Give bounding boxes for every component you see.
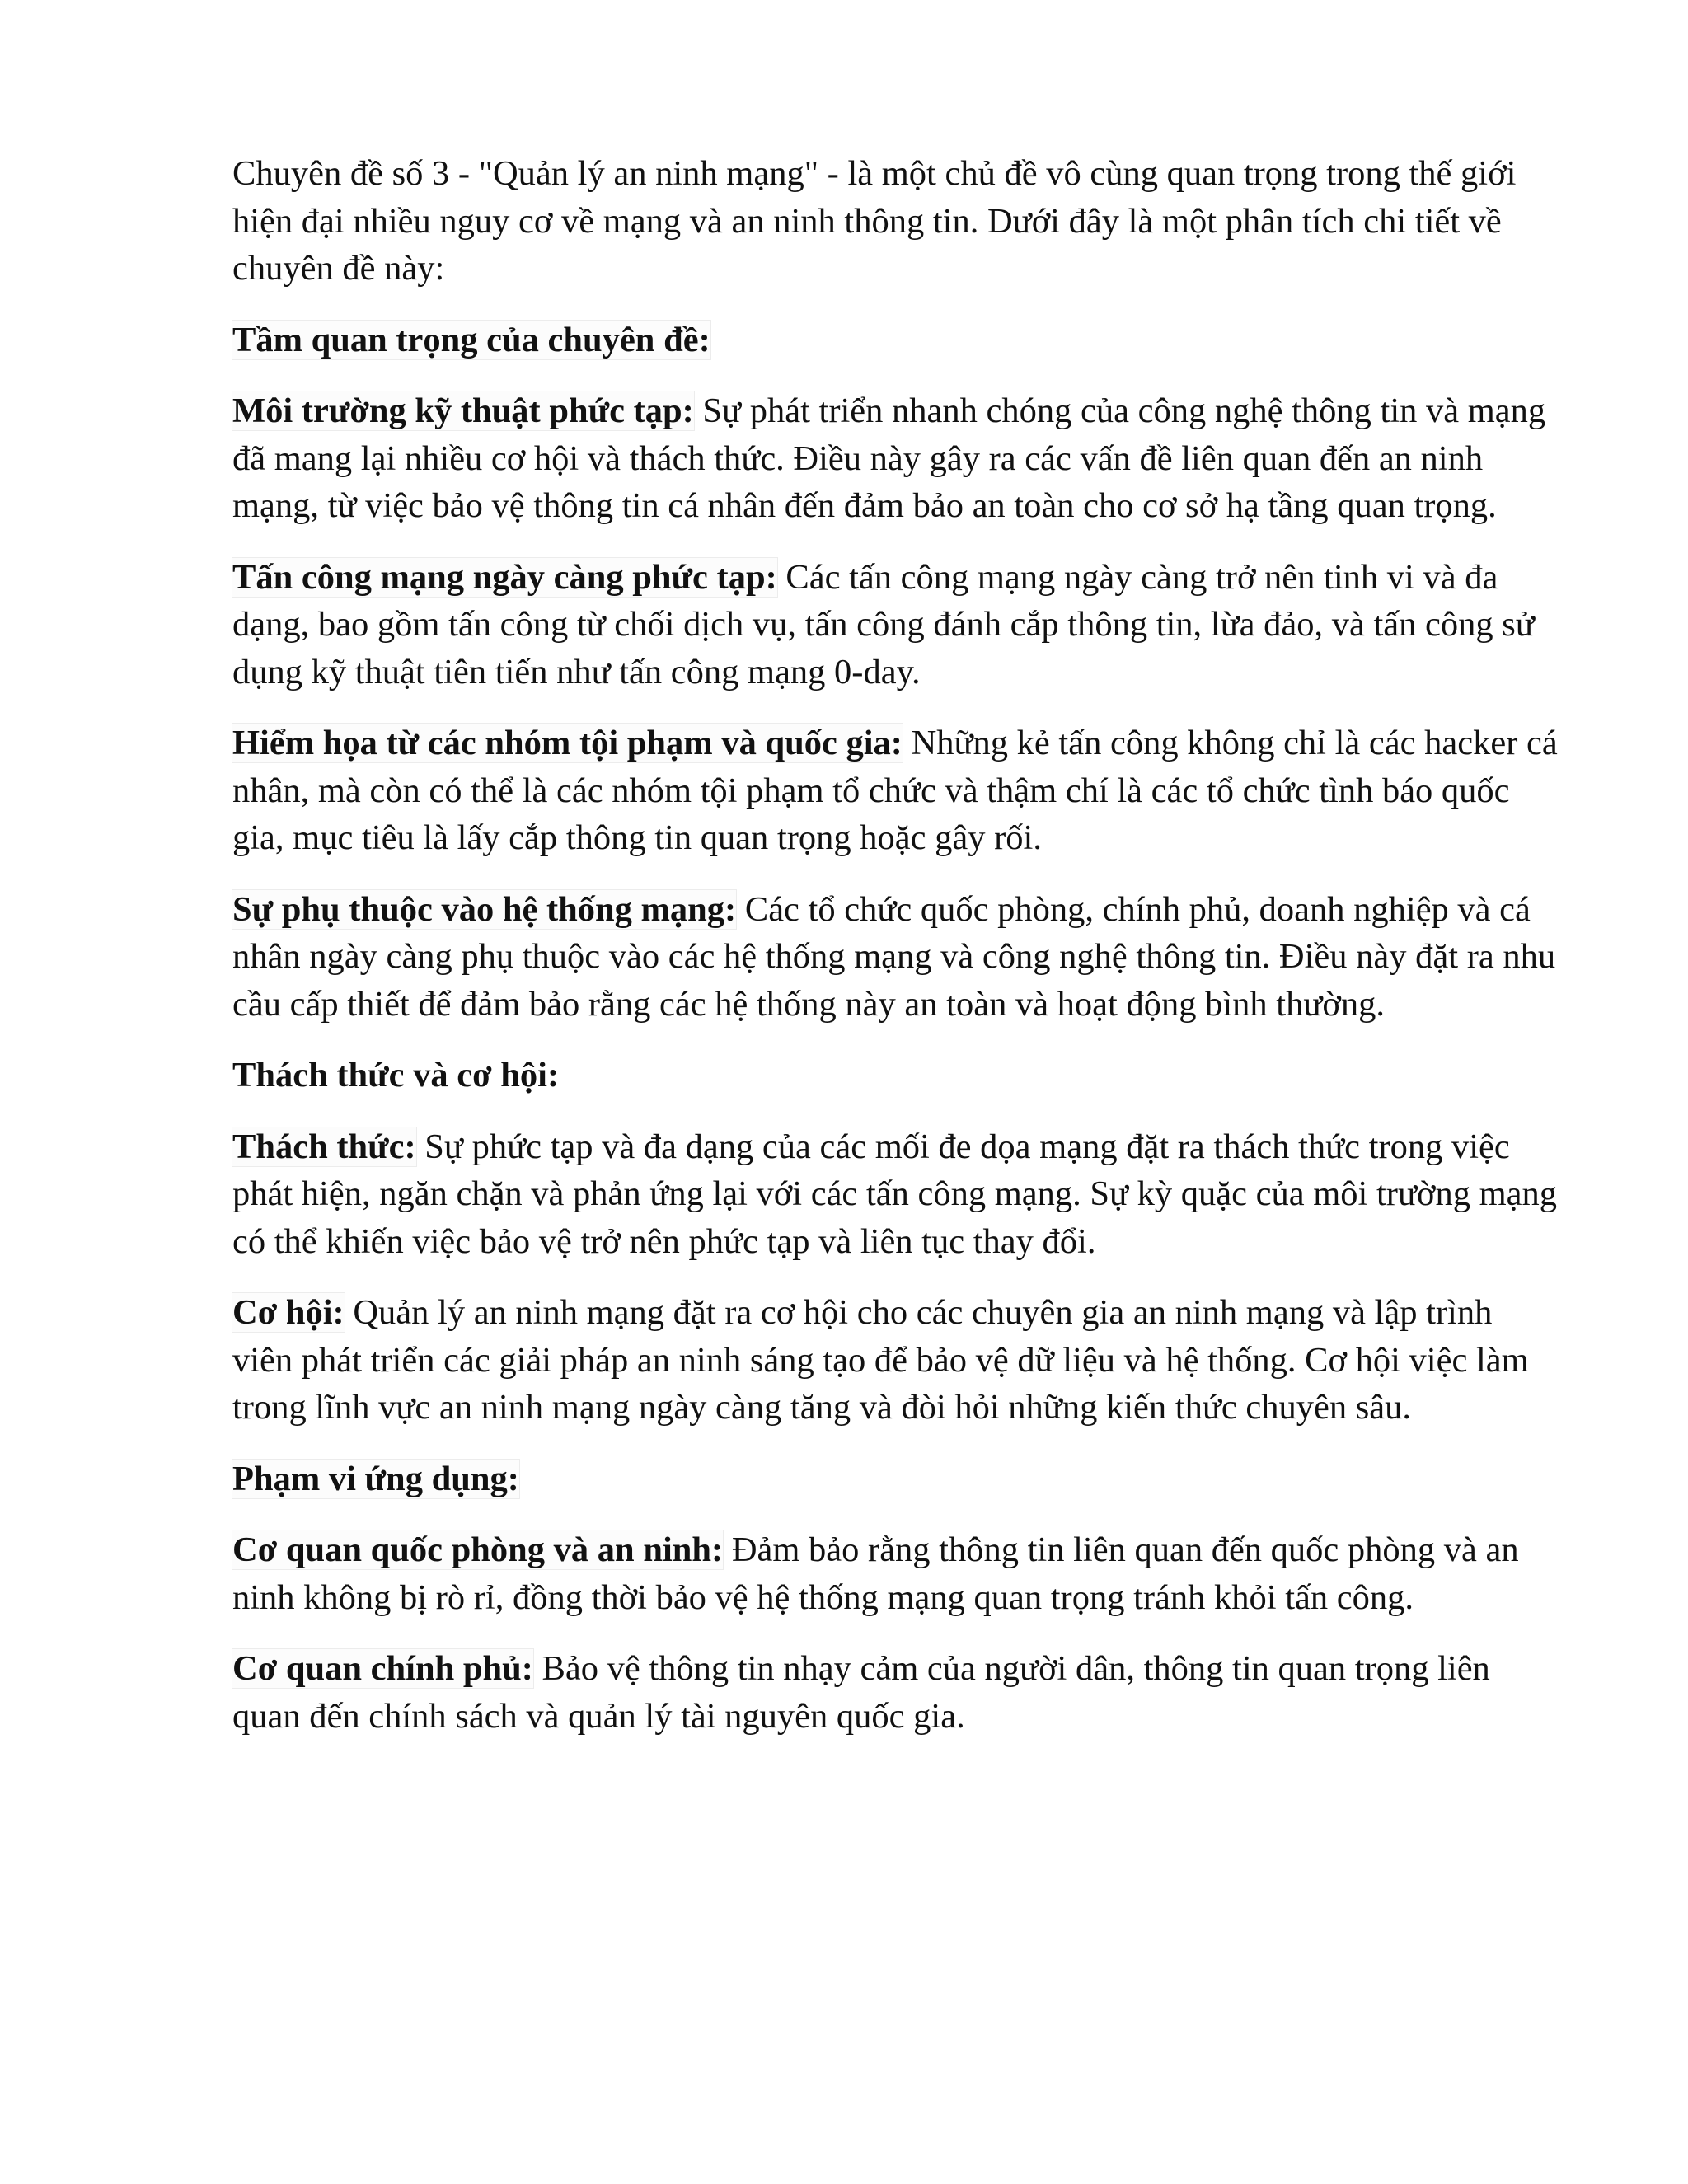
item-lead: Môi trường kỹ thuật phức tạp: [232, 391, 694, 430]
section-item [232, 886, 1559, 1029]
item-text: Sự phát triển nhanh chóng của công nghệ thông tin và mạng đã mang lại nhiều cơ hội và thách thức. Điều này gây ra các vấn đề liên quan đến an ninh mạng, từ việc bảo vệ thông tin cá nhân đến đảm bảo an toàn cho cơ sở hạ tầng quan trọng. [232, 391, 1546, 525]
item-text: Sự phức tạp và đa dạng của các mối đe dọa mạng đặt ra thách thức trong việc phát hiện, ngăn chặn và phản ứng lại với các tấn công mạng. Sự kỳ quặc của môi trường mạng có thể khiến việc bảo vệ trở nên phức tạp và liên tục thay đổi. [232, 1127, 1558, 1261]
section-item [232, 1526, 1559, 1621]
item-text: Những kẻ tấn công không chỉ là các hacker cá nhân, mà còn có thể là các nhóm tội phạm tổ chức và thậm chí là các tổ chức tình báo quốc gia, mục tiêu là lấy cắp thông tin quan trọng hoặc gây rối. [232, 724, 1558, 857]
section-heading-text: Thách thức và cơ hội: [232, 1056, 560, 1094]
section-item [232, 1645, 1559, 1740]
section-item [232, 1289, 1559, 1432]
item-lead: Thách thức: [232, 1127, 416, 1166]
item-lead: Cơ hội: [232, 1293, 345, 1332]
section-heading-text: Tầm quan trọng của chuyên đề: [232, 320, 710, 359]
item-lead: Cơ quan chính phủ: [232, 1649, 533, 1688]
section-item [232, 387, 1559, 530]
item-text: Quản lý an ninh mạng đặt ra cơ hội cho các chuyên gia an ninh mạng và lập trình viên phát triển các giải pháp an ninh sáng tạo để bảo vệ dữ liệu và hệ thống. Cơ hội việc làm trong lĩnh vực an ninh mạng ngày càng tăng và đòi hỏi những kiến thức chuyên sâu. [232, 1293, 1529, 1427]
item-lead: Cơ quan quốc phòng và an ninh: [232, 1530, 724, 1569]
section-heading [232, 1052, 1559, 1099]
item-text: Các tổ chức quốc phòng, chính phủ, doanh nghiệp và cá nhân ngày càng phụ thuộc vào các hệ thống mạng và công nghệ thông tin. Điều này đặt ra nhu cầu cấp thiết để đảm bảo rằng các hệ thống này an toàn và hoạt động bình thường. [232, 889, 1556, 1024]
section-item [232, 554, 1559, 696]
item-lead: Sự phụ thuộc vào hệ thống mạng: [232, 889, 737, 929]
item-lead: Hiểm họa từ các nhóm tội phạm và quốc gia: [232, 724, 903, 762]
item-text: Các tấn công mạng ngày càng trở nên tinh vi và đa dạng, bao gồm tấn công từ chối dịch vụ, tấn công đánh cắp thông tin, lừa đảo, và tấn công sử dụng kỹ thuật tiên tiến như tấn công mạng 0-day. [232, 557, 1535, 691]
item-text: Đảm bảo rằng thông tin liên quan đến quốc phòng và an ninh không bị rò rỉ, đồng thời bảo vệ hệ thống mạng quan trọng tránh khỏi tấn công. [232, 1530, 1519, 1617]
intro-paragraph: Chuyên đề số 3 - "Quản lý an ninh mạng" - là một chủ đề vô cùng quan trọng trong thế giới hiện đại nhiều nguy cơ về mạng và an ninh thông tin. Dưới đây là một phân tích chi tiết về chuyên đề này: [232, 154, 1517, 288]
item-text: Bảo vệ thông tin nhạy cảm của người dân, thông tin quan trọng liên quan đến chính sách và quản lý tài nguyên quốc gia. [232, 1649, 1490, 1736]
section-heading [232, 316, 1559, 364]
section-heading [232, 1455, 1559, 1503]
section-item [232, 719, 1559, 862]
item-lead: Tấn công mạng ngày càng phức tạp: [232, 557, 777, 597]
section-heading-text: Phạm vi ứng dụng: [232, 1459, 519, 1498]
section-item [232, 1123, 1559, 1266]
document-body [232, 150, 1559, 1764]
